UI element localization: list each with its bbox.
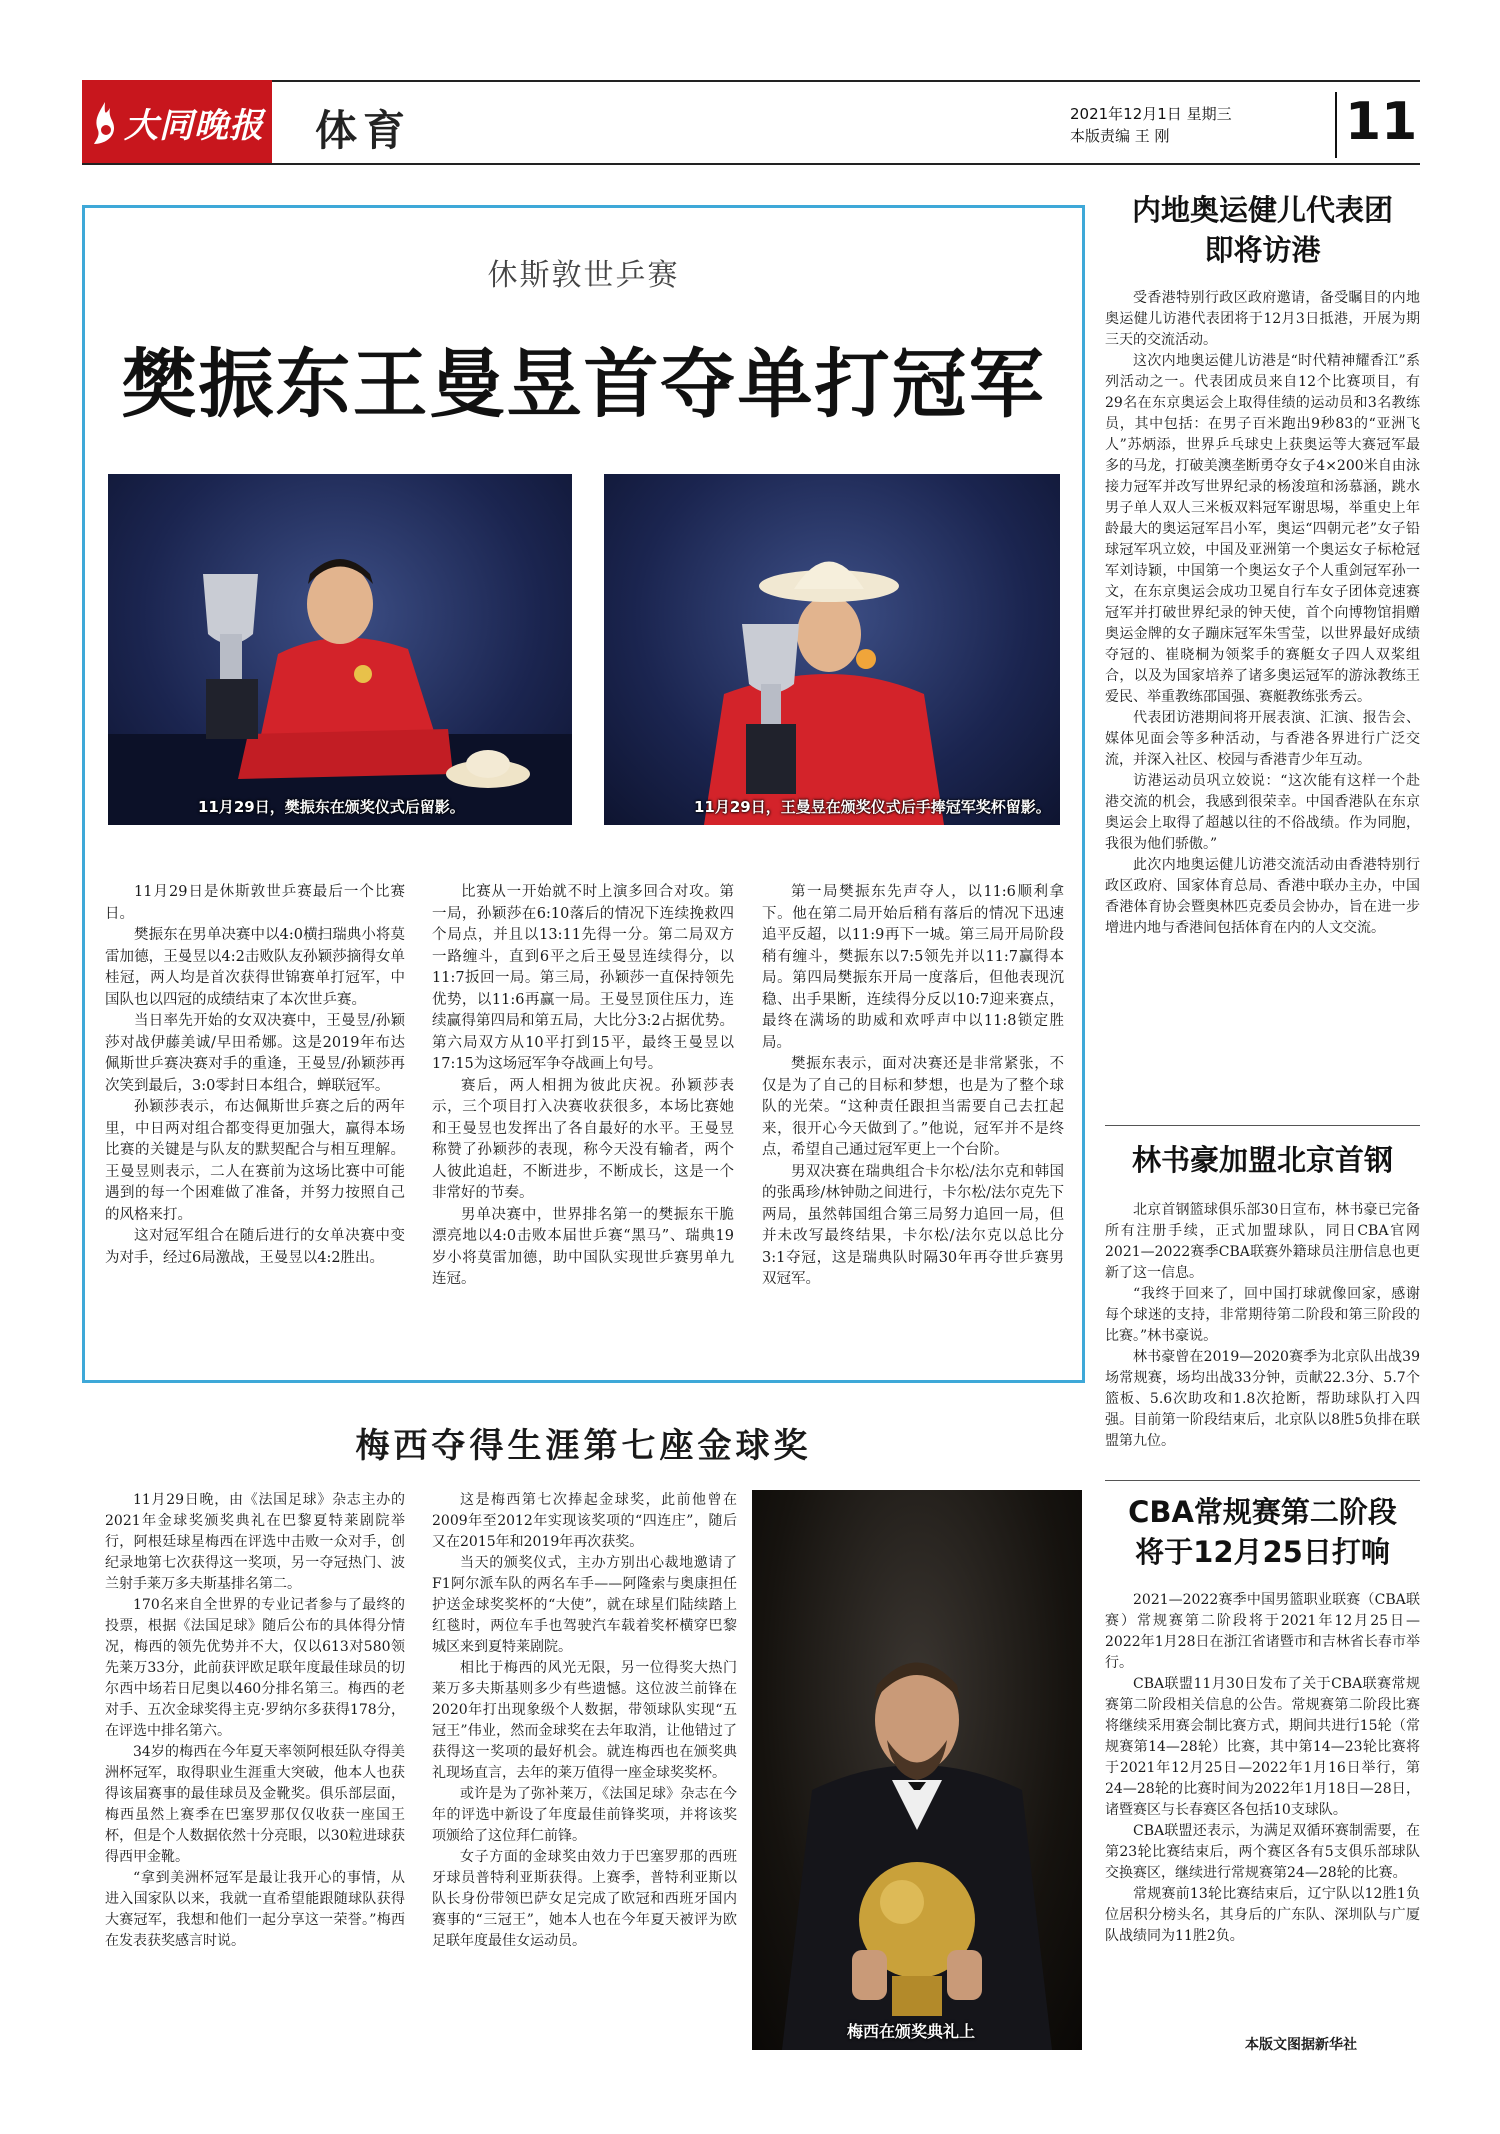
main-col1-para: 当日率先开始的女双决赛中，王曼昱/孙颖莎对战伊藤美诚/早田希娜。这是2019年布达佩斯世乒赛决赛对手的重逢，王曼昱/孙颖莎再次笑到最后，3:0零封日本组合，蝉联冠军。 bbox=[105, 1013, 405, 1094]
editor-line: 本版责编 王 刚 bbox=[1070, 127, 1170, 145]
newspaper-logo bbox=[82, 80, 272, 165]
main-col3-para: 第一局樊振东先声夺人，以11:6顺利拿下。他在第二局开始后稍有落后的情况下迅速追平反超，以11:9再下一城。第三局开局阶段稍有缠斗，樊振东以7:5领先并以11:7赢得本局。第四局樊振东开局一度落后，但他表现沉稳、出手果断，连续得分反以10:7迎来赛点，最终在满场的助威和欢呼声中以11:8锁定胜局。 bbox=[762, 884, 1064, 1051]
right-story-2-body bbox=[1105, 1200, 1420, 1452]
right-story-3-para: 2021—2022赛季中国男篮职业联赛（CBA联赛）常规赛第二阶段将于2021年12月25日—2022年1月28日在浙江省诸暨市和吉林省长春市举行。 bbox=[1105, 1592, 1420, 1671]
right-story-1-para: 这次内地奥运健儿访港是“时代精神耀香江”系列活动之一。代表团成员来自12个比赛项目，有29名在东京奥运会上取得佳绩的运动员和3名教练员，其中包括：在男子百米跑出9秒83的“亚洲飞人”苏炳添，世界乒乓球史上获奥运等大赛冠军最多的马龙，打破美澳垄断勇夺女子4×200米自由泳接力冠军并改写世界纪录的杨浚瑄和汤慕涵，跳水男子单人双人三米板双料冠军谢思埸，举重史上年龄最大的奥运冠军吕小军，奥运“四朝元老”女子铅球冠军巩立姣，中国及亚洲第一个奥运女子标枪冠军刘诗颖，中国第一个奥运女子个人重剑冠军孙一文，在东京奥运会成功卫冕自行车女子团体竞速赛冠军并打破世界纪录的钟天使，首个向博物馆捐赠奥运金牌的女子蹦床冠军朱雪莹，以世界最好成绩夺冠的、崔晓桐为领桨手的赛艇女子四人双桨组合，以及为国家培养了诸多奥运冠军的游泳教练王爱民、举重教练邵国强、赛艇教练张秀云。 bbox=[1105, 353, 1420, 705]
messi-col2-para: 相比于梅西的风光无限，另一位得奖大热门莱万多夫斯基则多少有些遗憾。这位波兰前锋在2020年打出现象级个人数据，带领球队实现“五冠王”伟业，然而金球奖在去年取消，让他错过了获得这一奖项的最好机会。就连梅西也在颁奖典礼现场直言，去年的莱万值得一座金球奖奖杯。 bbox=[432, 1660, 737, 1781]
main-col1-para: 11月29日是休斯敦世乒赛最后一个比赛日。 bbox=[105, 884, 405, 922]
main-story-headline: 樊振东王曼昱首夺单打冠军 bbox=[121, 340, 1046, 428]
right-story-3-para: CBA联盟11月30日发布了关于CBA联赛常规赛第二阶段相关信息的公告。常规赛第二阶段比赛将继续采用赛会制比赛方式，期间共进行15轮（常规赛第14—28轮）比赛，其中第14—23轮比赛将于2021年12月25日—2022年1月16日举行，第24—28轮的比赛时间为2022年1月18日—28日，诸暨赛区与长春赛区各包括10支球队。 bbox=[1105, 1676, 1420, 1818]
right-story-2-para: 北京首钢篮球俱乐部30日宣布，林书豪已完备所有注册手续，正式加盟球队，同日CBA官网2021—2022赛季CBA联赛外籍球员注册信息也更新了这一信息。 bbox=[1105, 1202, 1420, 1281]
main-col1-para: 这对冠军组合在随后进行的女单决赛中变为对手，经过6局激战，王曼昱以4:2胜出。 bbox=[105, 1228, 405, 1266]
section-title: 体育 bbox=[315, 106, 412, 155]
messi-col2-para: 或许是为了弥补莱万，《法国足球》杂志在今年的评选中新设了年度最佳前锋奖项，并将该奖项颁给了这位拜仁前锋。 bbox=[432, 1786, 737, 1844]
right-story-1-body bbox=[1105, 288, 1420, 939]
main-story-column-2 bbox=[432, 882, 734, 1291]
main-col1-para: 樊振东在男单决赛中以4:0横扫瑞典小将莫雷加德，王曼昱以4:2击败队友孙颖莎摘得女单桂冠，两人均是首次获得世锦赛单打冠军，中国队也以四冠的成绩结束了本次世乒赛。 bbox=[105, 927, 405, 1008]
photo-fan-zhendong-illustration bbox=[108, 474, 572, 825]
main-col1-para: 孙颖莎表示，布达佩斯世乒赛之后的两年里，中日两对组合都变得更加强大，赢得本场比赛的关键是与队友的默契配合与相互理解。王曼昱则表示，二人在赛前为这场比赛中可能遇到的每一个困难做了准备，并努力按照自己的风格来打。 bbox=[105, 1099, 405, 1223]
masthead-top-rule bbox=[82, 80, 1420, 82]
page-number: 11 bbox=[1345, 92, 1418, 152]
right-divider-1 bbox=[1105, 1125, 1420, 1126]
photo-messi bbox=[752, 1490, 1082, 2050]
photo-text-credit: 本版文图据新华社 bbox=[1245, 2037, 1357, 2053]
newspaper-name: 大同晚报 bbox=[124, 106, 264, 146]
right-story-3-headline-line2: 将于12月25日打响 bbox=[1135, 1535, 1390, 1569]
main-col3-para: 樊振东表示，面对决赛还是非常紧张，不仅是为了自己的目标和梦想，也是为了整个球队的光荣。“这种责任跟担当需要自己去扛起来，很开心今天做到了。”他说，冠军并不是终点，希望自己通过冠军更上一个台阶。 bbox=[762, 1056, 1064, 1158]
right-story-3-para: 常规赛前13轮比赛结束后，辽宁队以12胜1负位居积分榜头名，其身后的广东队、深圳队与广厦队战绩同为11胜2负。 bbox=[1105, 1886, 1420, 1944]
messi-col2-para: 女子方面的金球奖由效力于巴塞罗那的西班牙球员普特利亚斯获得。上赛季，普特利亚斯以队长身份带领巴萨女足完成了欧冠和西班牙国内赛事的“三冠王”，她本人也在今年夏天被评为欧足联年度最佳女运动员。 bbox=[432, 1849, 737, 1949]
right-story-1-para: 受香港特别行政区政府邀请，备受瞩目的内地奥运健儿访港代表团将于12月3日抵港，开展为期三天的交流活动。 bbox=[1105, 290, 1420, 348]
right-story-1-para: 代表团访港期间将开展表演、汇演、报告会、媒体见面会等多种活动，与香港各界进行广泛交流，并深入社区、校园与香港青少年互动。 bbox=[1105, 710, 1420, 768]
flame-logo-icon bbox=[90, 100, 120, 146]
photo-wang-manyu-illustration bbox=[604, 474, 1060, 825]
date-editor-block bbox=[1070, 103, 1232, 147]
right-story-2-para: “我终于回来了，回中国打球就像回家，感谢每个球迷的支持，非常期待第二阶段和第三阶段的比赛。”林书豪说。 bbox=[1105, 1286, 1420, 1344]
right-story-3-body bbox=[1105, 1590, 1420, 1947]
right-story-3-para: CBA联盟还表示，为满足双循环赛制需要，在第23轮比赛结束后，两个赛区各有5支俱乐部球队交换赛区，继续进行常规赛第24—28轮的比赛。 bbox=[1105, 1823, 1420, 1881]
right-story-1-headline-line1: 内地奥运健儿代表团 bbox=[1131, 193, 1393, 227]
messi-col1-para: “拿到美洲杯冠军是最让我开心的事情，从进入国家队以来，我就一直希望能跟随球队获得大赛冠军，我想和他们一起分享这一荣誉。”梅西在发表获奖感言时说。 bbox=[105, 1870, 405, 1949]
date-line: 2021年12月1日 星期三 bbox=[1070, 105, 1232, 123]
messi-col1-para: 170名来自全世界的专业记者参与了最终的投票，根据《法国足球》随后公布的具体得分情况，梅西的领先优势并不大，仅以613对580领先莱万33分，此前获评欧足联年度最佳球员的切尔西中场若日尼奥以460分排名第三。梅西的老对手、五次金球奖得主克·罗纳尔多获得178分，在评选中排名第六。 bbox=[105, 1597, 405, 1739]
messi-story-headline: 梅西夺得生涯第七座金球奖 bbox=[355, 1426, 812, 1466]
photo-wang-manyu bbox=[604, 474, 1060, 825]
right-story-1-headline-line2: 即将访港 bbox=[1204, 233, 1321, 267]
photo-messi-caption: 梅西在颁奖典礼上 bbox=[847, 2022, 976, 2041]
messi-col2-para: 这是梅西第七次捧起金球奖，此前他曾在2009年至2012年实现该奖项的“四连庄”，随后又在2015年和2019年再次获奖。 bbox=[432, 1492, 737, 1550]
photo-fan-zhendong bbox=[108, 474, 572, 825]
photo-fan-caption: 11月29日，樊振东在颁奖仪式后留影。 bbox=[198, 798, 465, 816]
right-story-3-headline bbox=[1105, 1492, 1420, 1572]
right-divider-2 bbox=[1105, 1480, 1420, 1481]
masthead-bottom-rule bbox=[82, 163, 1420, 165]
main-story-column-1 bbox=[105, 882, 405, 1269]
messi-col1-para: 34岁的梅西在今年夏天率领阿根廷队夺得美洲杯冠军，取得职业生涯重大突破，他本人也获得该届赛事的最佳球员及金靴奖。俱乐部层面，梅西虽然上赛季在巴塞罗那仅仅收获一座国王杯，但是个人数据依然十分亮眼，以30粒进球获得西甲金靴。 bbox=[105, 1744, 405, 1865]
photo-wang-caption: 11月29日，王曼昱在颁奖仪式后手捧冠军奖杯留影。 bbox=[694, 798, 1051, 816]
right-story-1-para: 访港运动员巩立姣说：“这次能有这样一个赴港交流的机会，我感到很荣幸。中国香港队在东京奥运会上取得了超越以往的不俗战绩。作为同胞，我很为他们骄傲。” bbox=[1105, 773, 1420, 852]
right-story-1-para: 此次内地奥运健儿访港交流活动由香港特别行政区政府、国家体育总局、香港中联办主办，中国香港体育协会暨奥林匹克委员会协办，旨在进一步增进内地与香港间包括体育在内的人文交流。 bbox=[1105, 857, 1420, 936]
messi-col1-para: 11月29日晚，由《法国足球》杂志主办的2021年金球奖颁奖典礼在巴黎夏特莱剧院举行，阿根廷球星梅西在评选中击败一众对手，创纪录地第七次获得这一奖项，另一夺冠热门、波兰射手莱万多夫斯基排名第二。 bbox=[105, 1492, 405, 1592]
main-col2-para: 男单决赛中，世界排名第一的樊振东干脆漂亮地以4:0击败本届世乒赛“黑马”、瑞典19岁小将莫雷加德，助中国队实现世乒赛男单九连冠。 bbox=[432, 1206, 734, 1287]
photo-messi-illustration bbox=[752, 1490, 1082, 2050]
main-col3-para: 男双决赛在瑞典组合卡尔松/法尔克和韩国的张禹珍/林钟勋之间进行，卡尔松/法尔克先下两局，虽然韩国组合第三局努力追回一局，但并未改写最终结果，卡尔松/法尔克以总比分3:1夺冠，这是瑞典队时隔30年再夺世乒赛男双冠军。 bbox=[762, 1163, 1064, 1287]
main-story-column-3 bbox=[762, 882, 1064, 1291]
right-story-1-headline bbox=[1105, 190, 1420, 270]
right-story-3-headline-line1: CBA常规赛第二阶段 bbox=[1128, 1495, 1397, 1529]
main-col2-para: 赛后，两人相拥为彼此庆祝。孙颖莎表示，三个项目打入决赛收获很多，本场比赛她和王曼昱也发挥出了各自最好的水平。王曼昱称赞了孙颖莎的表现，称今天没有输者，两个人彼此追赶，不断进步，不断成长，这是一个非常好的节奏。 bbox=[432, 1077, 734, 1201]
messi-story-column-1 bbox=[105, 1490, 405, 1952]
right-story-2-headline: 林书豪加盟北京首钢 bbox=[1131, 1143, 1393, 1177]
page-number-divider bbox=[1335, 92, 1337, 158]
right-story-2-para: 林书豪曾在2019—2020赛季为北京队出战39场常规赛，场均出战33分钟，贡献22.3分、5.7个篮板、5.6次助攻和1.8次抢断，帮助球队打入四强。目前第一阶段结束后，北京队以8胜5负排在联盟第九位。 bbox=[1105, 1349, 1420, 1449]
main-col2-para: 比赛从一开始就不时上演多回合对攻。第一局，孙颖莎在6:10落后的情况下连续挽救四个局点，并且以13:11先得一分。第二局双方一路缠斗，直到6平之后王曼昱连续得分，以11:7扳回一局。第三局，孙颖莎一直保持领先优势，以11:6再赢一局。王曼昱顶住压力，连续赢得第四局和第五局，大比分3:2占据优势。第六局双方从10平打到15平，最终王曼昱以17:15为这场冠军争夺战画上句号。 bbox=[432, 884, 734, 1072]
messi-col2-para: 当天的颁奖仪式，主办方别出心裁地邀请了F1阿尔派车队的两名车手——阿隆索与奥康担任护送金球奖奖杯的“大使”，就在球星们陆续踏上红毯时，两位车手也驾驶汽车载着奖杯横穿巴黎城区来到夏特莱剧院。 bbox=[432, 1555, 737, 1655]
messi-story-column-2 bbox=[432, 1490, 737, 1952]
main-story-kicker: 休斯敦世乒赛 bbox=[487, 258, 680, 293]
